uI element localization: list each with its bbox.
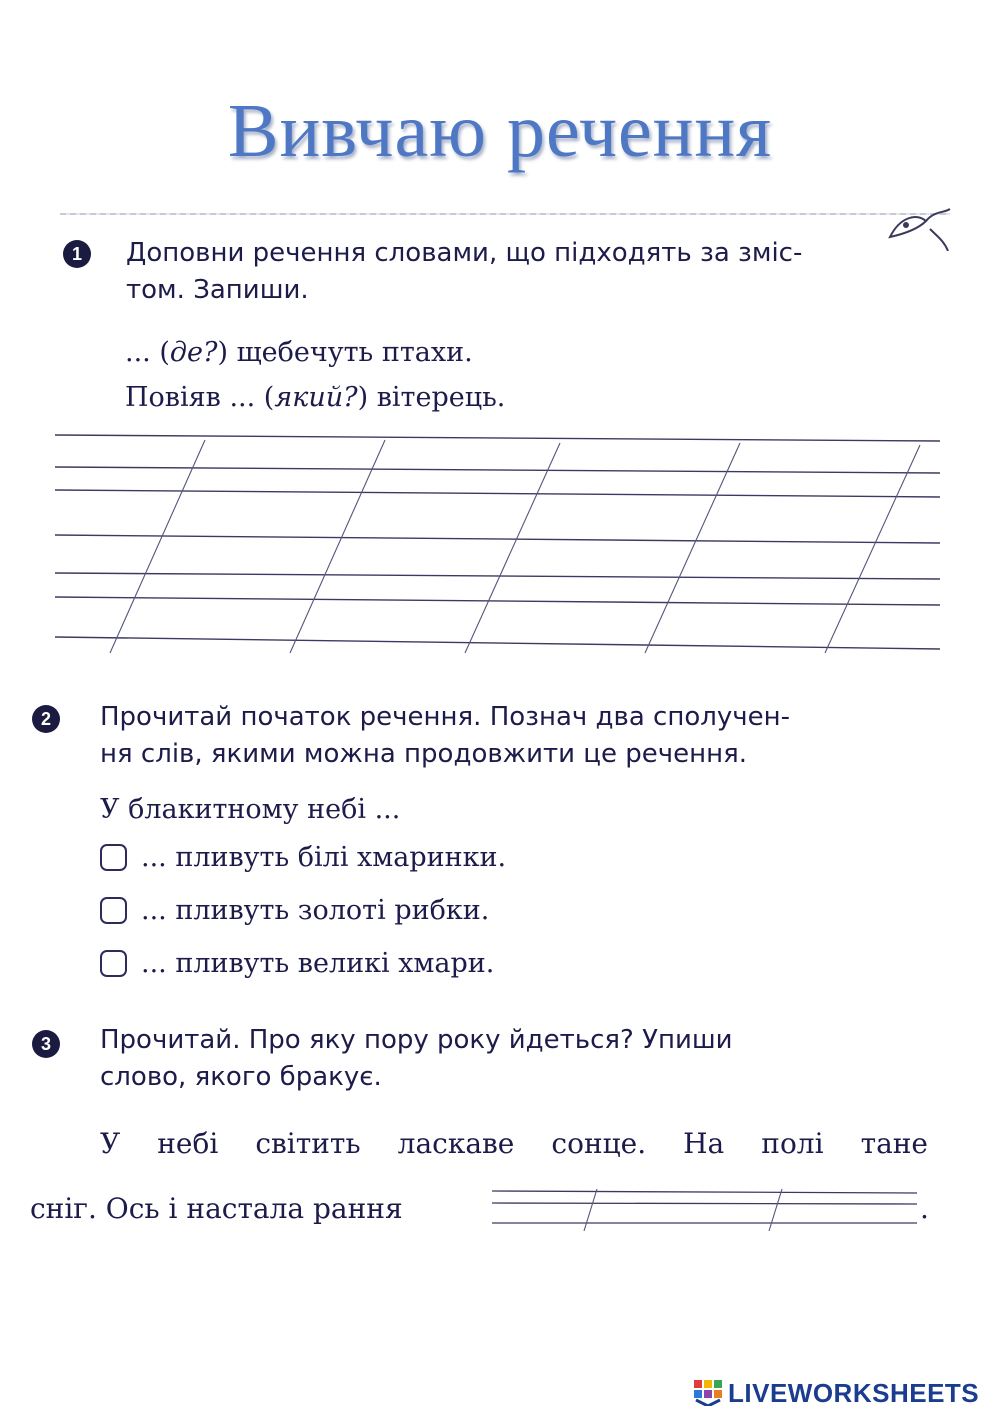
missing-word-blank: [492, 1185, 922, 1233]
task-3-end-punct: .: [920, 1192, 929, 1225]
worksheet: [0, 205, 1000, 1265]
task-1-instruction: [126, 235, 802, 309]
option-1: [100, 837, 506, 877]
task-1-sentence-2: Повіяв ... (який?) вітерець.: [125, 382, 506, 413]
question-hint: де?: [169, 337, 218, 368]
option-3: [100, 943, 494, 983]
task-1-sentences: [125, 330, 505, 420]
option-1-checkbox[interactable]: [100, 844, 127, 871]
task-1-sentence-1: ... (де?) щебечуть птахи.: [125, 337, 473, 368]
option-2-label: ... пливуть золоті рибки.: [141, 894, 490, 926]
task-3-number: 3: [32, 1030, 60, 1058]
handwriting-lines-area[interactable]: [55, 425, 940, 655]
decorative-leaf-icon: [882, 207, 952, 251]
task-2-prompt: У блакитному небі ...: [100, 794, 401, 825]
task-2-instruction-line-2: ня слів, якими можна продовжити це речення.: [100, 739, 748, 769]
task-2-instruction-line-1: Прочитай початок речення. Познач два сполучен-: [100, 702, 790, 732]
logo-text: LIVEWORKSHEETS: [728, 1377, 980, 1408]
top-divider: [60, 213, 950, 215]
task-1-instruction-line-1: Доповни речення словами, що підходять за зміс-: [126, 238, 803, 268]
task-3-instruction: [100, 1022, 733, 1096]
logo-mark-icon: [694, 1380, 724, 1406]
missing-word-input[interactable]: [492, 1193, 918, 1229]
task-3-instruction-line-1: Прочитай. Про яку пору року йдеться? Упиши: [100, 1025, 733, 1055]
liveworksheets-logo: [694, 1378, 979, 1408]
task-1-instruction-line-2: том. Запиши.: [126, 275, 309, 305]
task-2-instruction: [100, 699, 790, 773]
question-hint: який?: [274, 382, 358, 413]
option-1-label: ... пливуть білі хмаринки.: [141, 841, 507, 873]
option-3-checkbox[interactable]: [100, 950, 127, 977]
task-3-text-line-1: У небі світить ласкаве сонце. На полі тане: [100, 1127, 928, 1160]
task-3-text-line-2: сніг. Ось і настала рання: [30, 1192, 403, 1225]
option-2-checkbox[interactable]: [100, 897, 127, 924]
option-3-label: ... пливуть великі хмари.: [141, 947, 495, 979]
task-3-instruction-line-2: слово, якого бракує.: [100, 1062, 382, 1092]
task-1-number: 1: [63, 240, 91, 268]
page-title: Вивчаю речення: [227, 89, 773, 173]
option-2: [100, 890, 489, 930]
task-2-number: 2: [32, 705, 60, 733]
